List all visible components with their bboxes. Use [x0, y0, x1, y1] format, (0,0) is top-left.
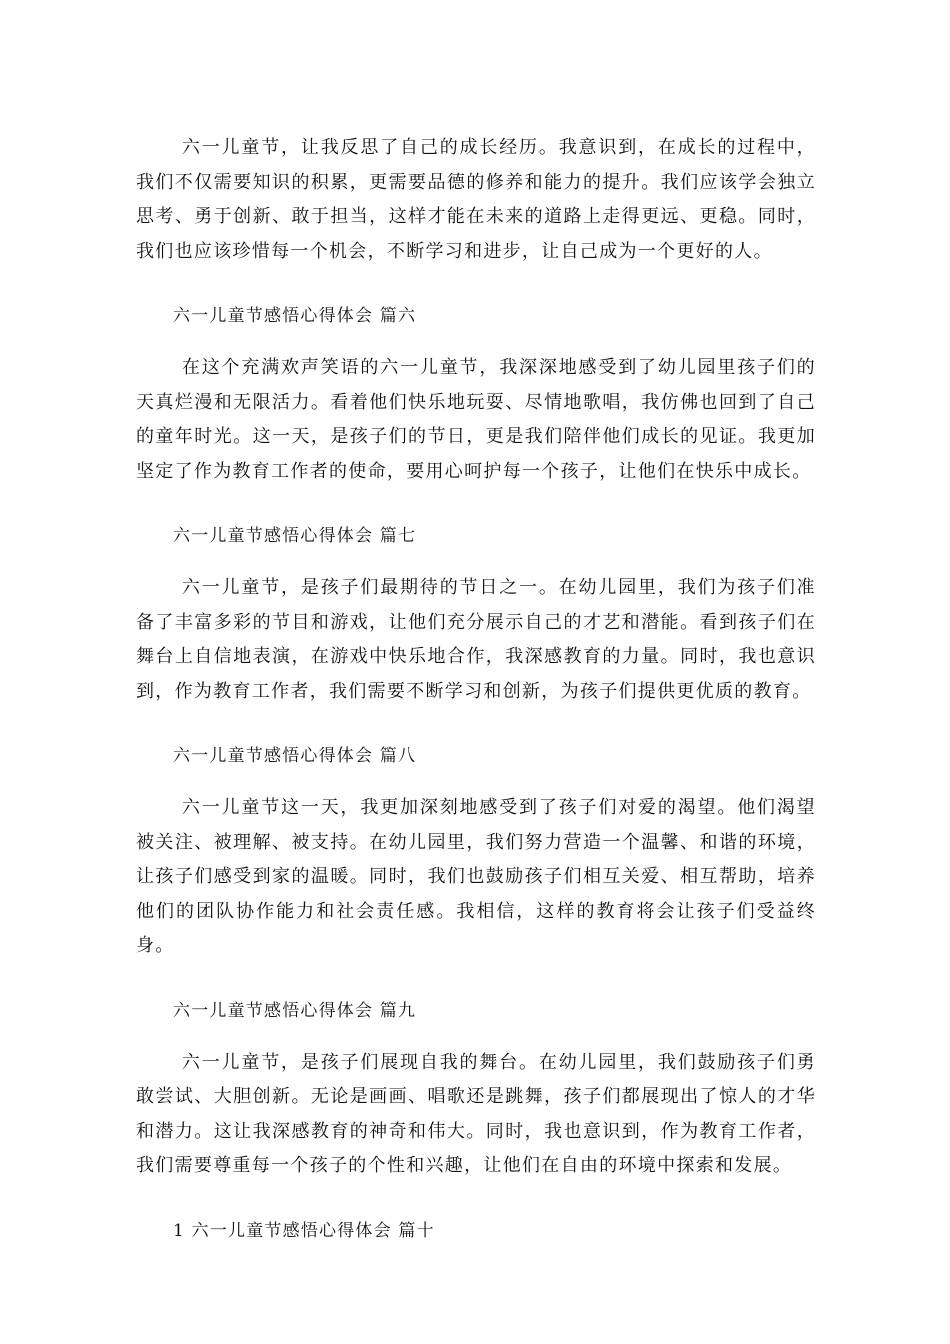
paragraph: 六一儿童节这一天，我更加深刻地感受到了孩子们对爱的渴望。他们渴望被关注、被理解、被支持。在幼儿园里，我们努力营造一个温馨、和谐的环境，让孩子们感受到家的温暖。同时，我们也鼓励孩子们相互关爱、相互帮助，培养他们的团队协作能力和社会责任感。我相信，这样的教育将会让孩子们受益终身。 [136, 797, 816, 956]
section-heading: 六一儿童节感悟心得体会 篇八 [173, 746, 417, 766]
spacer [136, 553, 816, 571]
section-heading: 1 六一儿童节感悟心得体会 篇十 [173, 1220, 435, 1241]
spacer [136, 269, 816, 299]
paragraph: 六一儿童节，让我反思了自己的成长经历。我意识到，在成长的过程中，我们不仅需要知识的积累，更需要品德的修养和能力的提升。我们应该学会独立思考、勇于创新、敢于担当，这样才能在未来的道路上走得更远、更稳。同时，我们也应该珍惜每一个机会，不断学习和进步，让自己成为一个更好的人。 [136, 137, 816, 262]
section-heading: 六一儿童节感悟心得体会 篇九 [173, 1000, 417, 1021]
paragraph: 六一儿童节，是孩子们最期待的节日之一。在幼儿园里，我们为孩子们准备了丰富多彩的节目和游戏，让他们充分展示自己的才艺和潜能。看到孩子们在舞台上自信地表演，在游戏中快乐地合作，我深感教育的力量。同时，我也意识到，作为教育工作者，我们需要不断学习和创新，为孩子们提供更优质的教育。 [136, 577, 816, 702]
spacer [136, 773, 816, 791]
spacer [136, 964, 816, 994]
section-heading: 六一儿童节感悟心得体会 篇六 [173, 306, 417, 326]
spacer [136, 1184, 816, 1214]
spacer [136, 709, 816, 739]
spacer [136, 489, 816, 519]
section-heading: 六一儿童节感悟心得体会 篇七 [173, 526, 417, 546]
paragraph: 六一儿童节，是孩子们展现自我的舞台。在幼儿园里，我们鼓励孩子们勇敢尝试、大胆创新。无论是画画、唱歌还是跳舞，孩子们都展现出了惊人的才华和潜力。这让我深感教育的神奇和伟大。同时，我也意识到，作为教育工作者，我们需要尊重每一个孩子的个性和兴趣，让他们在自由的环境中探索和发展。 [136, 1051, 816, 1176]
paragraph: 在这个充满欢声笑语的六一儿童节，我深深地感受到了幼儿园里孩子们的天真烂漫和无限活力。看着他们快乐地玩耍、尽情地歌唱，我仿佛也回到了自己的童年时光。这一天，是孩子们的节日，更是我们陪伴他们成长的见证。我更加坚定了作为教育工作者的使命，要用心呵护每一个孩子，让他们在快乐中成长。 [136, 357, 816, 482]
spacer [136, 1028, 816, 1046]
spacer [136, 333, 816, 351]
document-page [136, 131, 816, 1248]
